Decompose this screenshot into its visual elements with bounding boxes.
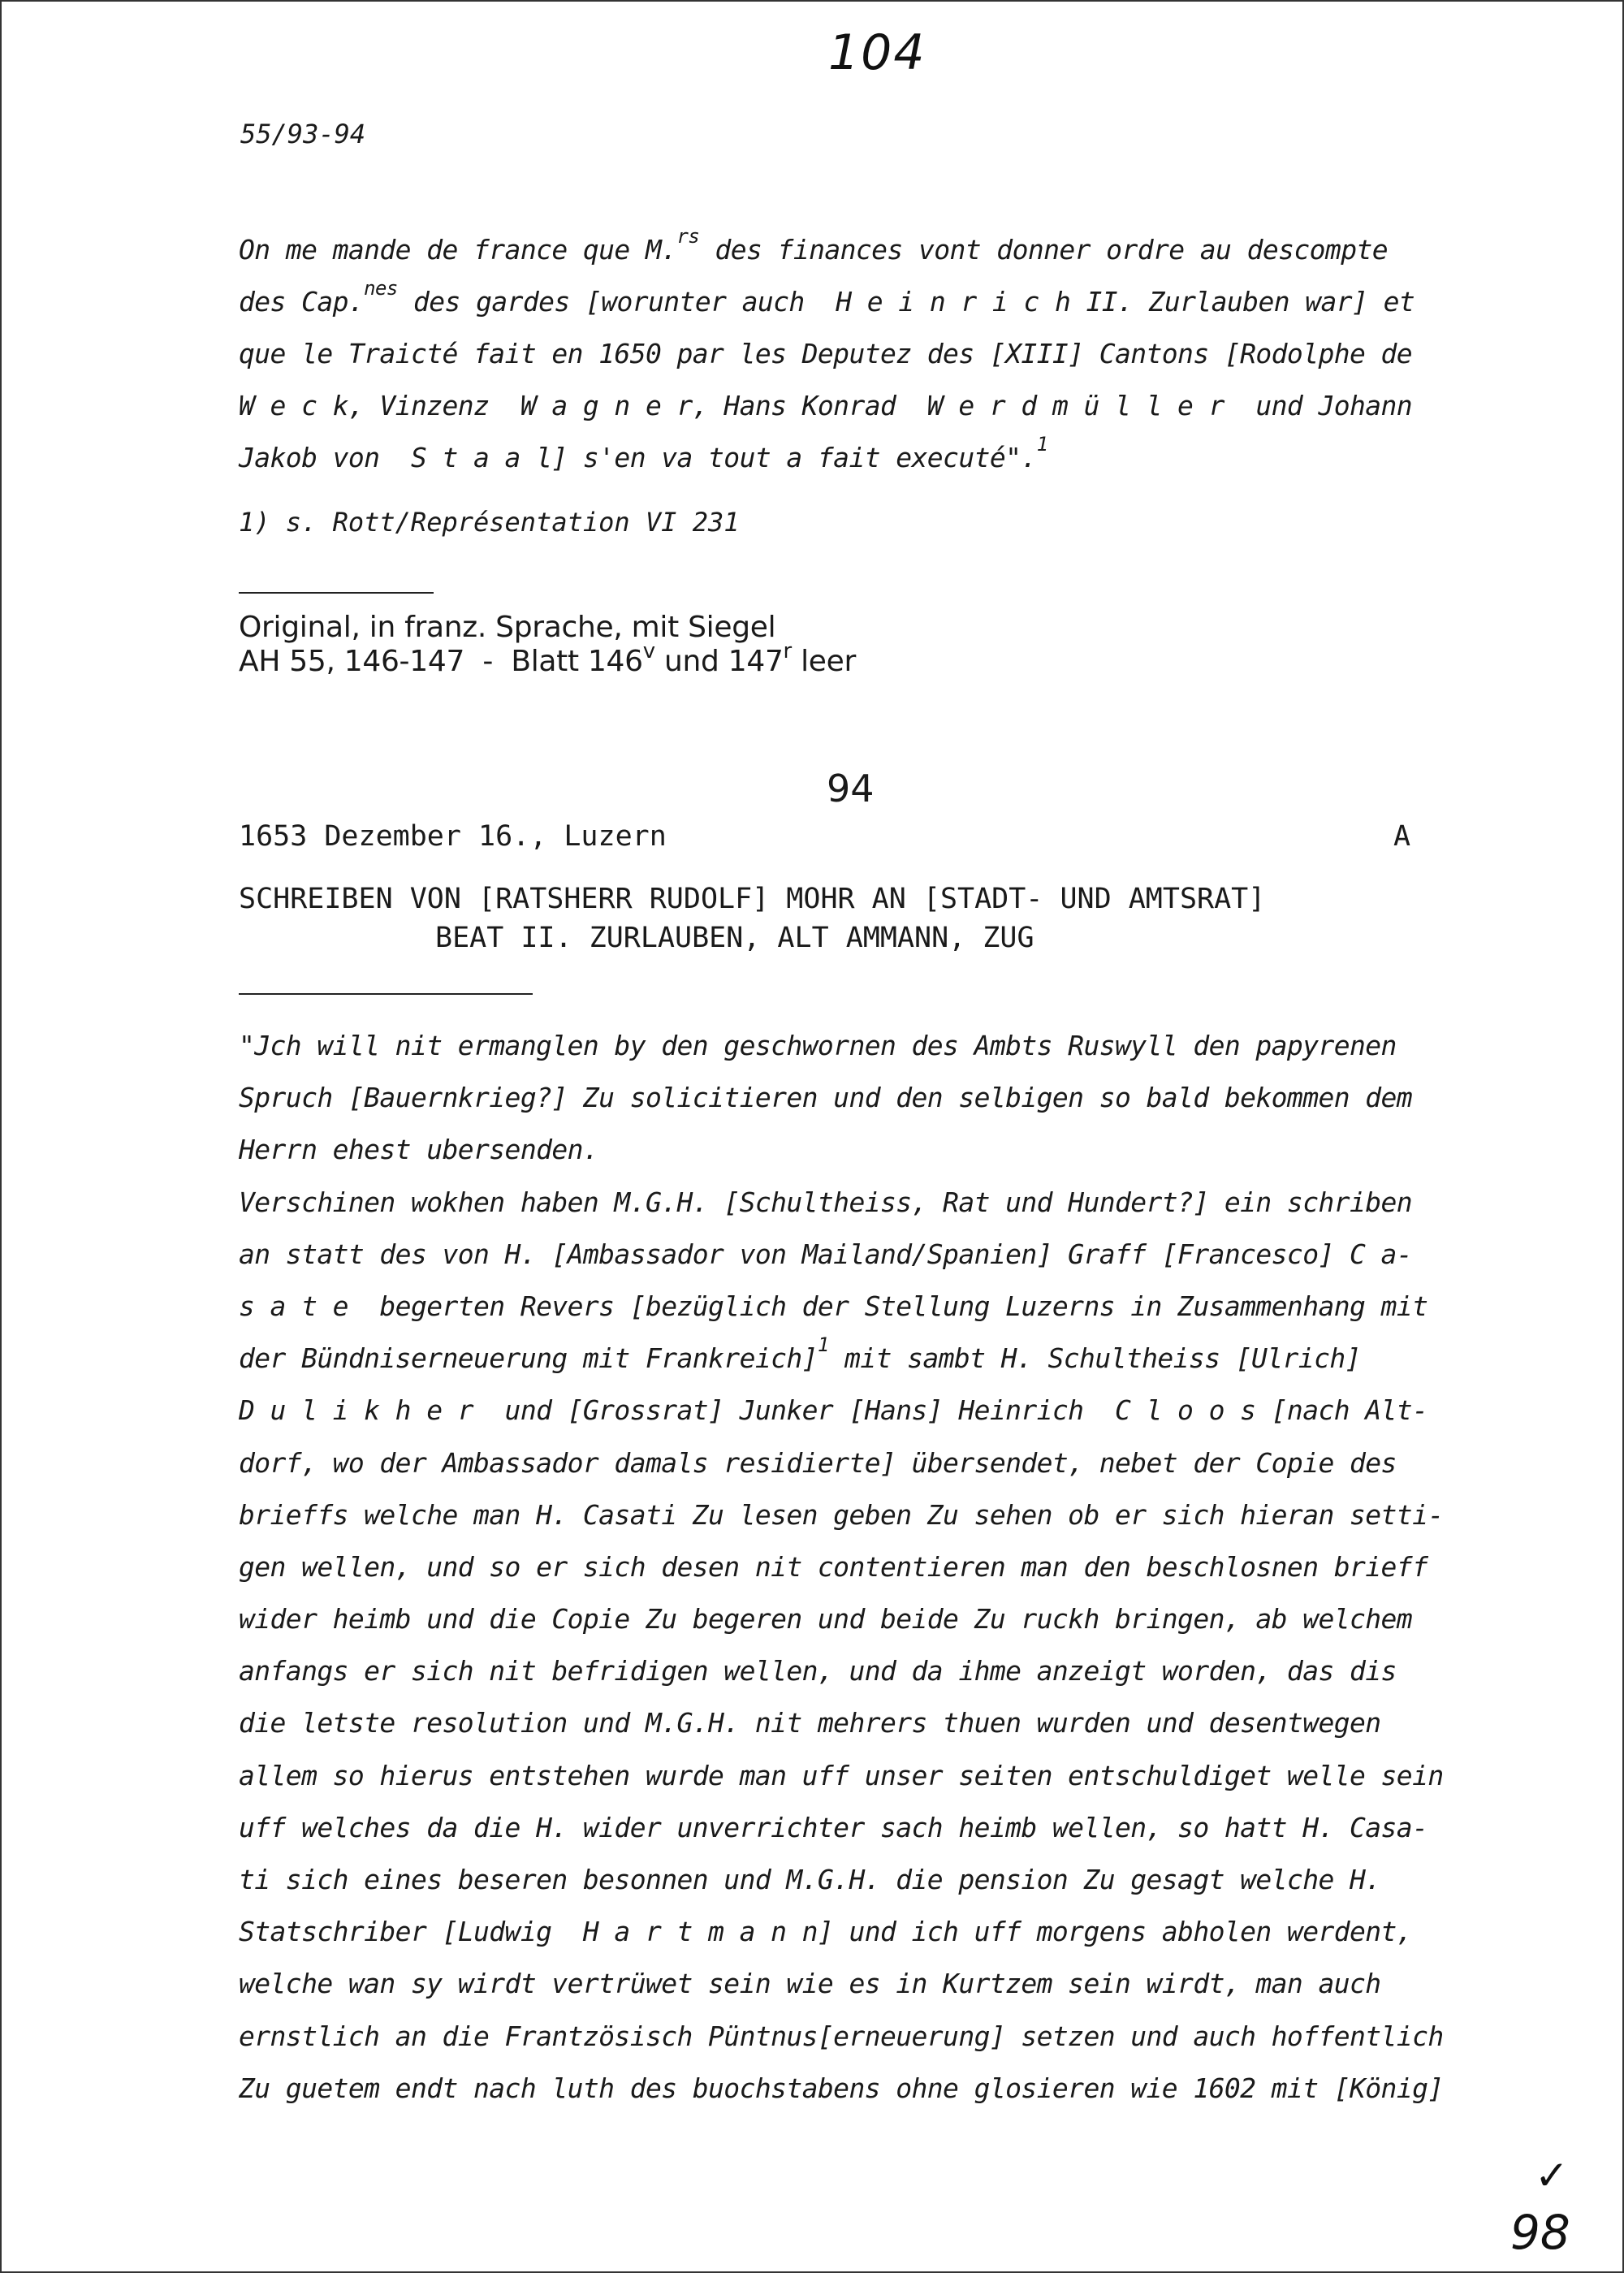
excerpt-line: W e c k, Vinzenz W a g n e r, Hans Konrad W e r d m ü l l e r und Johann xyxy=(239,390,1413,421)
handwritten-corner-number: 98 xyxy=(1510,2205,1570,2260)
heading-line: SCHREIBEN VON [RATSHERR RUDOLF] MOHR AN [STADT- UND AMTSRAT] xyxy=(239,883,1266,915)
document-date-place: 1653 Dezember 16., Luzern xyxy=(239,820,667,853)
excerpt-line: Jakob von S t a a l] s'en va tout a fait executé".$^1$ xyxy=(239,433,1048,473)
body-line: Herrn ehest ubersenden. xyxy=(239,1134,599,1166)
body-line: welche wan sy wirdt vertrüwet sein wie es in Kurtzem sein wirdt, man auch xyxy=(239,1968,1381,2000)
handwritten-page-number: 104 xyxy=(828,24,926,81)
body-line: uff welches da die H. wider unverrichter sach heimb wellen, so hatt H. Casa- xyxy=(239,1811,1428,1843)
body-line: "Jch will nit ermanglen by den geschwornen des Ambts Ruswyll den papyrenen xyxy=(239,1030,1397,1061)
heading-line: BEAT II. ZURLAUBEN, ALT AMMANN, ZUG xyxy=(435,922,1034,954)
letter-body xyxy=(239,1020,1505,2115)
body-line: allem so hierus entstehen wurde man uff unser seiten entschuldiget welle sein xyxy=(239,1759,1444,1791)
separator-rule xyxy=(239,592,434,594)
excerpt-line: que le Traicté fait en 1650 par les Deputez des [XIII] Cantons [Rodolphe de xyxy=(239,338,1413,369)
body-line: anfangs er sich nit befridigen wellen, und da ihme anzeigt worden, das dis xyxy=(239,1655,1397,1687)
body-line: die letste resolution und M.G.H. nit mehrers thuen wurden und desentwegen xyxy=(239,1707,1381,1739)
excerpt-line: On me mande de france que M.$^{rs}$ des finances vont donner ordre au descompte xyxy=(239,225,1388,266)
handwritten-check-mark: ✓ xyxy=(1535,2152,1569,2199)
body-line: an statt des von H. [Ambassador von Mailand/Spanien] Graff [Francesco] C a- xyxy=(239,1238,1413,1270)
document-category: A xyxy=(1393,820,1411,853)
document-reference: 55/93-94 xyxy=(240,119,366,149)
document-heading xyxy=(239,873,1265,964)
body-line: ernstlich an die Frantzösisch Püntnus[erneuerung] setzen und auch hoffentlich xyxy=(239,2020,1444,2052)
footnote-marker: 1 xyxy=(817,1333,829,1357)
body-line: ti sich eines beseren besonnen und M.G.H. die pension Zu gesagt welche H. xyxy=(239,1864,1381,1895)
separator-rule xyxy=(239,993,533,995)
source-note xyxy=(239,611,856,679)
body-line: Statschriber [Ludwig H a r t m a n n] und ich uff morgens abholen werdent, xyxy=(239,1916,1413,1948)
body-line: Spruch [Bauernkrieg?] Zu solicitieren und den selbigen so bald bekommen dem xyxy=(239,1082,1413,1114)
source-line: Original, in franz. Sprache, mit Siegel xyxy=(239,611,776,644)
footnote-marker: 1 xyxy=(1036,433,1048,456)
body-line: wider heimb und die Copie Zu begeren und beide Zu ruckh bringen, ab welchem xyxy=(239,1603,1413,1636)
body-line: D u l i k h e r und [Grossrat] Junker [Hans] Heinrich C l o o s [nach Alt- xyxy=(239,1394,1428,1427)
body-line: der Bündniserneuerung mit Frankreich]$^1$ mit sambt H. Schultheiss [Ulrich] xyxy=(239,1333,1361,1375)
excerpt-line: des Cap.$^{nes}$ des gardes [worunter auch H e i n r i c h II. Zurlauben war] et xyxy=(239,277,1415,318)
body-line: gen wellen, und so er sich desen nit contentieren man den beschlosnen brieff xyxy=(239,1550,1428,1583)
body-line: brieffs welche man H. Casati Zu lesen geben Zu sehen ob er sich hieran setti- xyxy=(239,1498,1444,1531)
document-number: 94 xyxy=(827,767,875,810)
footnote: 1) s. Rott/Représentation VI 231 xyxy=(239,507,740,538)
body-line: dorf, wo der Ambassador damals residierte] übersendet, nebet der Copie des xyxy=(239,1446,1397,1479)
superscript-capnes: nes xyxy=(364,277,398,300)
quoted-excerpt xyxy=(239,224,1505,484)
body-line: Zu guetem endt nach luth des buochstabens ohne glosieren wie 1602 mit [König] xyxy=(239,2072,1444,2104)
source-line: AH 55, 146-147 - Blatt 146$^v$ und 147$^r$ leer xyxy=(239,639,856,678)
superscript-mrs: rs xyxy=(676,225,700,248)
body-line: s a t e begerten Revers [bezüglich der Stellung Luzerns in Zusammenhang mit xyxy=(239,1290,1428,1322)
body-line: Verschinen wokhen haben M.G.H. [Schultheiss, Rat und Hundert?] ein schriben xyxy=(239,1186,1413,1218)
